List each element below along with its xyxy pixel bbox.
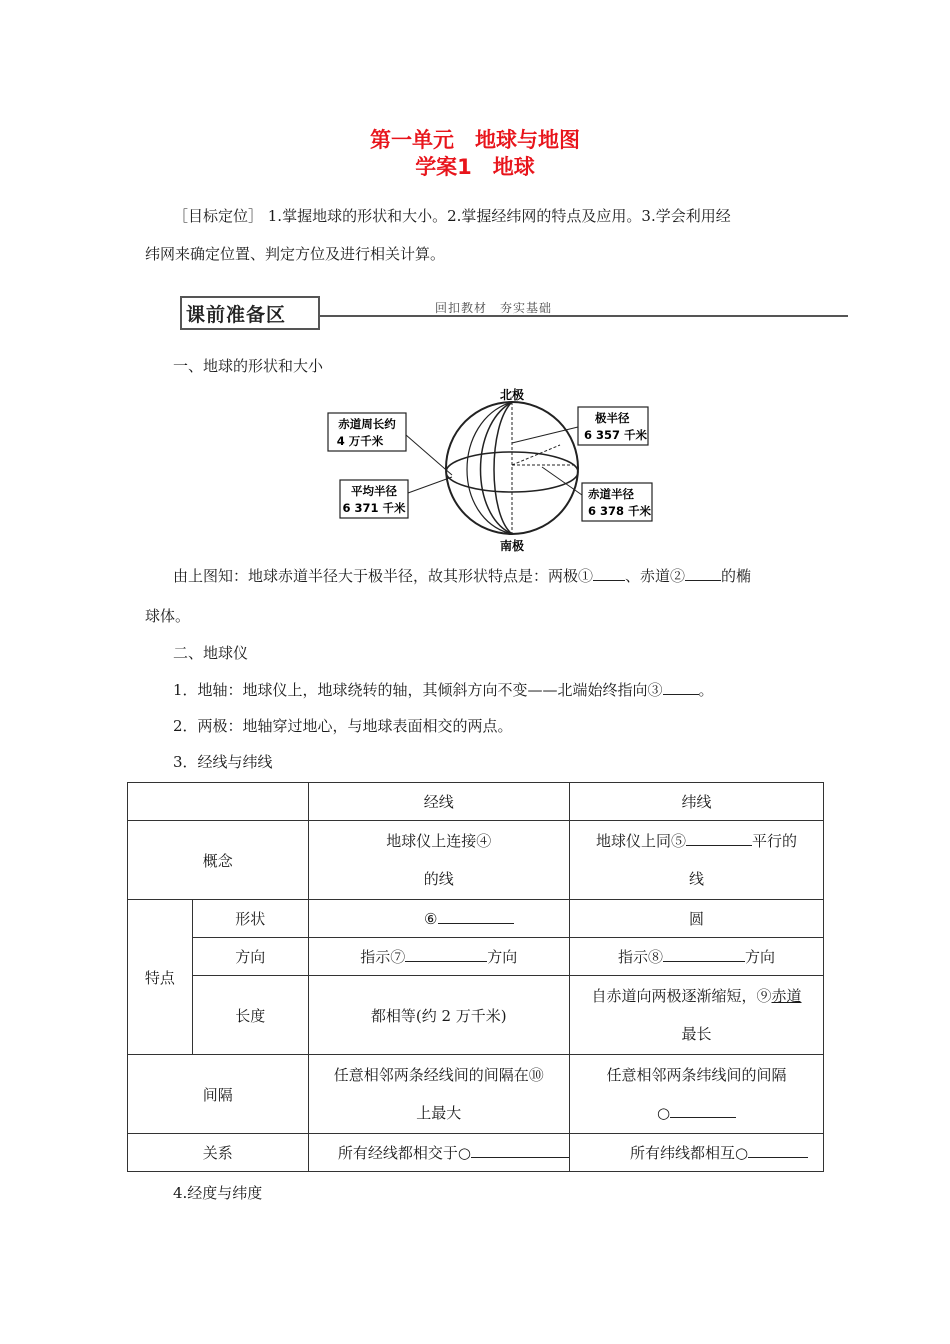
relation-meridian: 所有经线都相交于○ — [308, 1134, 569, 1172]
section4-heading: 4.经度与纬度 — [173, 1184, 263, 1202]
globe-item1: 1．地轴：地球仪上，地球绕转的轴，其倾斜方向不变——北端始终指向③ 。 — [173, 681, 714, 699]
row-shape: 形状 — [192, 900, 308, 938]
page-title: 第一单元 地球与地图 — [370, 128, 580, 152]
north-pole-label: 北极 — [499, 388, 525, 402]
row-concept: 概念 — [128, 821, 309, 900]
row-features: 特点 — [128, 900, 193, 1055]
concept-parallel: 地球仪上同⑤ 平行的 线 — [570, 821, 824, 900]
svg-text:平均半径: 平均半径 — [351, 484, 397, 498]
meridian-parallel-table — [127, 782, 824, 1172]
svg-text:6 378 千米: 6 378 千米 — [588, 504, 652, 518]
section1-heading: 一、地球的形状和大小 — [173, 357, 324, 375]
shape-meridian: ⑥ — [308, 900, 569, 938]
globe-figure — [320, 385, 660, 555]
page-subtitle: 学案1 地球 — [415, 155, 535, 179]
col-parallel: 纬线 — [570, 783, 824, 821]
objective-line2: 纬网来确定位置、判定方位及进行相关计算。 — [145, 245, 446, 263]
concept-meridian: 地球仪上连接④ 的线 — [308, 821, 569, 900]
col-meridian: 经线 — [308, 783, 569, 821]
section2-heading: 二、地球仪 — [173, 644, 249, 662]
table-corner — [128, 783, 309, 821]
shape-parallel: 圆 — [570, 900, 824, 938]
relation-parallel: 所有纬线都相互○ — [570, 1134, 824, 1172]
row-length: 长度 — [192, 976, 308, 1055]
shape-paragraph: 由上图知：地球赤道半径大于极半径，故其形状特点是：两极① 、赤道② 的椭 — [173, 567, 752, 585]
banner-rule — [318, 315, 848, 317]
svg-text:赤道周长约: 赤道周长约 — [338, 417, 396, 431]
banner-subtitle: 回扣教材 夯实基础 — [435, 301, 553, 315]
globe-item3: 3．经线与纬线 — [173, 753, 273, 771]
svg-text:赤道半径: 赤道半径 — [588, 487, 634, 501]
svg-text:极半径: 极半径 — [595, 411, 630, 425]
banner-title: 课前准备区 — [186, 304, 287, 326]
globe-item2: 2．两极：地轴穿过地心，与地球表面相交的两点。 — [173, 717, 513, 735]
row-direction: 方向 — [192, 938, 308, 976]
shape-paragraph-line2: 球体。 — [145, 607, 191, 625]
south-pole-label: 南极 — [499, 539, 525, 553]
interval-meridian: 任意相邻两条经线间的间隔在⑩ 上最大 — [308, 1055, 569, 1134]
direction-meridian: 指示⑦ 方向 — [308, 938, 569, 976]
row-interval: 间隔 — [128, 1055, 309, 1134]
svg-text:6 371 千米: 6 371 千米 — [342, 501, 406, 515]
svg-text:4 万千米: 4 万千米 — [336, 434, 384, 448]
length-meridian: 都相等(约 2 万千米) — [308, 976, 569, 1055]
length-parallel: 自赤道向两极逐渐缩短，⑨赤道 最长 — [570, 976, 824, 1055]
interval-parallel: 任意相邻两条纬线间的间隔 ○ — [570, 1055, 824, 1134]
objective-line1: ［目标定位］ 1.掌握地球的形状和大小。2.掌握经纬网的特点及应用。3.学会利用经 — [173, 207, 731, 225]
row-relation: 关系 — [128, 1134, 309, 1172]
svg-text:6 357 千米: 6 357 千米 — [584, 428, 648, 442]
direction-parallel: 指示⑧ 方向 — [570, 938, 824, 976]
